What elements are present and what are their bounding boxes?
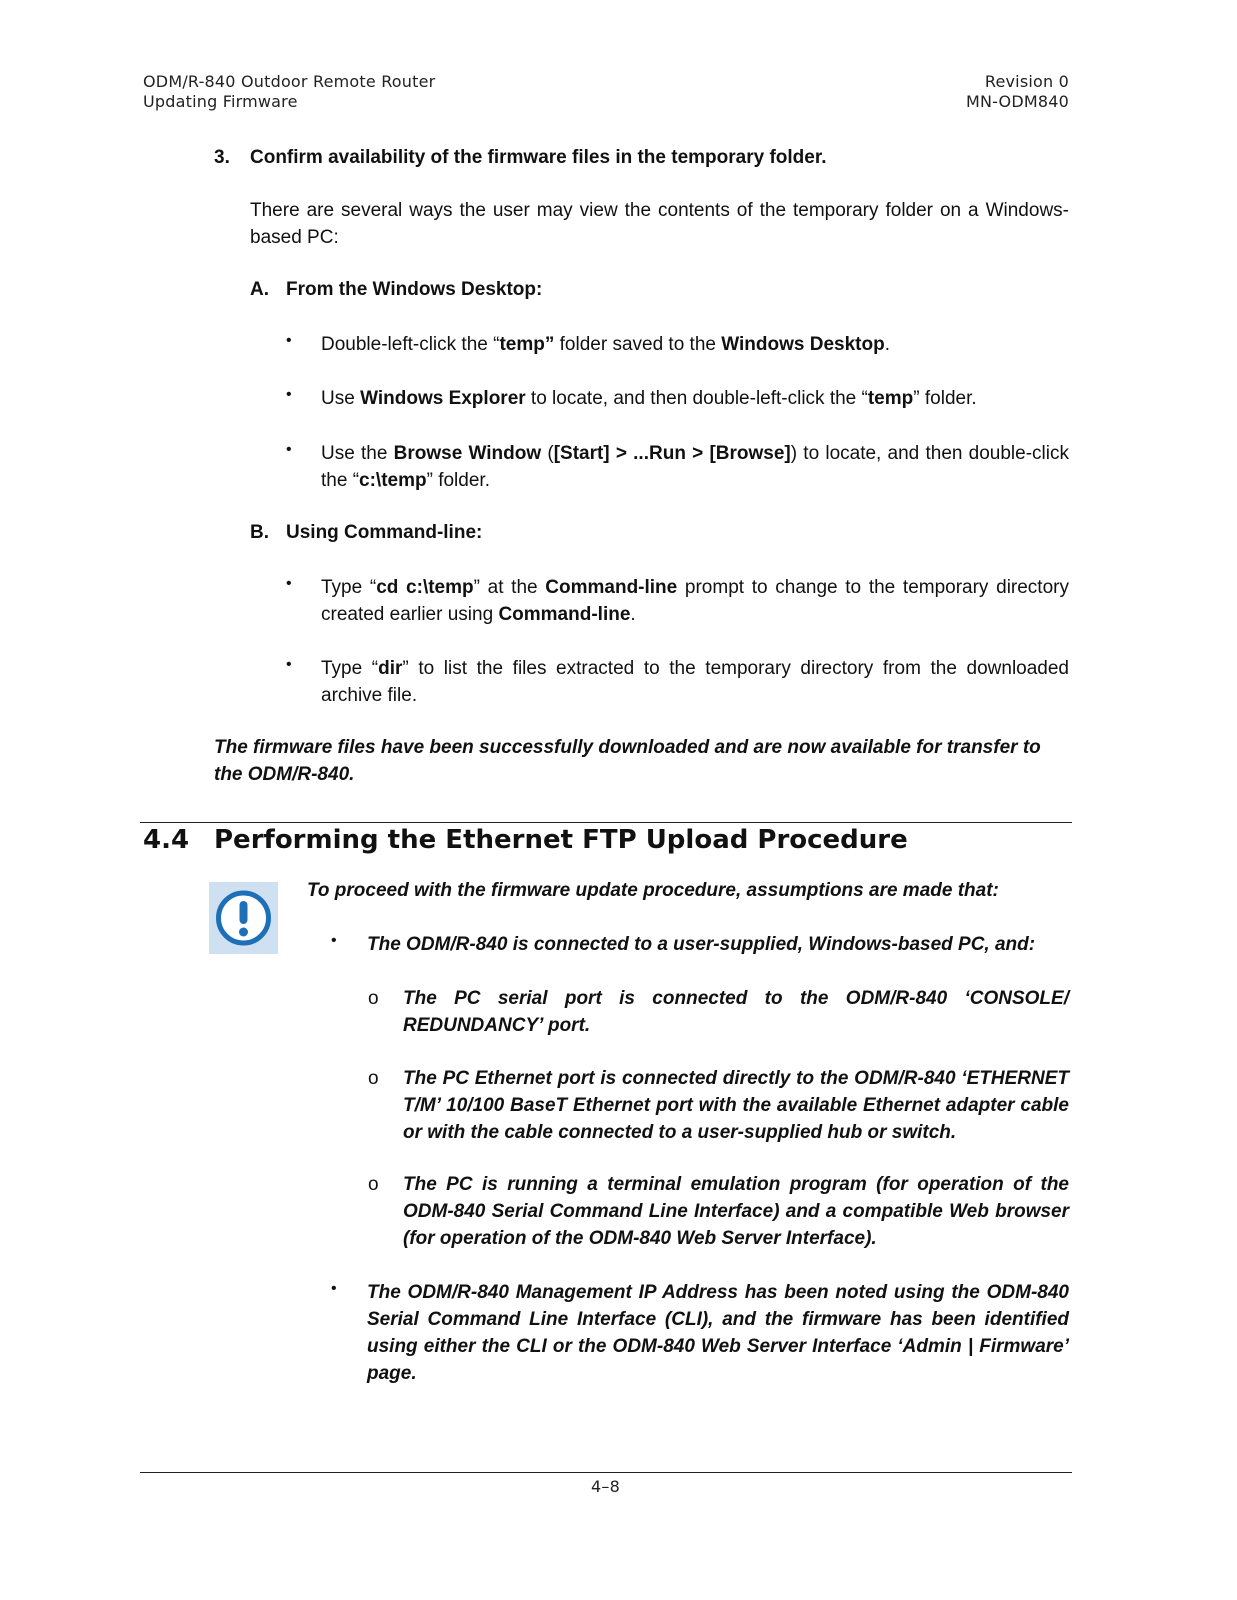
- header-chapter: Updating Firmware: [143, 92, 298, 111]
- list-item: The PC serial port is connected to the ODM/R-840 ‘CONSOLE/ REDUNDANCY’ port.: [403, 988, 1069, 1036]
- step-title: Confirm availability of the firmware files in the temporary folder.: [250, 147, 827, 168]
- bullet-icon: •: [286, 386, 292, 403]
- list-item: The ODM/R-840 Management IP Address has been noted using the ODM-840 Serial Command Line Interface (CLI), and the firmware has been identified using either the CLI or the ODM-840 Web Server Interface ‘Admin | Firmware’ page.: [367, 1282, 1069, 1384]
- list-item: Type “cd c:\temp” at the Command-line prompt to change to the temporary directory created earlier using Command-line.: [321, 577, 1069, 625]
- section-b-letter: B.: [250, 522, 269, 543]
- section-divider: [140, 822, 1072, 823]
- header-title: ODM/R-840 Outdoor Remote Router: [143, 72, 436, 91]
- bullet-icon: •: [286, 656, 292, 673]
- sub-bullet-icon: o: [368, 988, 379, 1009]
- section-number: 4.4: [143, 825, 190, 855]
- step-number: 3.: [214, 147, 230, 168]
- sub-bullet-icon: o: [368, 1068, 379, 1089]
- header-left: [143, 72, 435, 112]
- page-number: 4–8: [591, 1477, 620, 1496]
- header-doc-number: MN-ODM840: [965, 92, 1069, 111]
- exclamation-circle-icon: [209, 882, 278, 954]
- section-a-letter: A.: [250, 279, 269, 300]
- header-revision: Revision 0: [984, 72, 1069, 91]
- note-intro: To proceed with the firmware update procedure, assumptions are made that:: [307, 880, 999, 901]
- bullet-icon: •: [331, 1280, 337, 1297]
- conclusion-note: The firmware files have been successfully downloaded and are now available for transfer to the ODM/R-840.: [214, 737, 1041, 785]
- list-item: The ODM/R-840 is connected to a user-supplied, Windows-based PC, and:: [367, 934, 1036, 955]
- list-item: The PC is running a terminal emulation program (for operation of the ODM-840 Serial Command Line Interface) and a compatible Web browser (for operation of the ODM-840 Web Server Interface).: [403, 1174, 1069, 1249]
- sub-bullet-icon: o: [368, 1174, 379, 1195]
- list-item: Use the Browse Window ([Start] > ...Run > [Browse]) to locate, and then double-click the “c:\temp” folder.: [321, 443, 1069, 491]
- step-intro: There are several ways the user may view the contents of the temporary folder on a Windows-based PC:: [250, 200, 1069, 248]
- bullet-icon: •: [331, 932, 337, 949]
- list-item: Double-left-click the “temp” folder saved to the Windows Desktop.: [321, 334, 890, 355]
- footer-divider: [140, 1472, 1072, 1473]
- bullet-icon: •: [286, 441, 292, 458]
- section-title: Performing the Ethernet FTP Upload Procedure: [214, 825, 908, 855]
- bullet-icon: •: [286, 575, 292, 592]
- header-right: [966, 72, 1069, 112]
- section-b-title: Using Command-line:: [286, 522, 483, 543]
- bullet-icon: •: [286, 332, 292, 349]
- list-item: Use Windows Explorer to locate, and then double-left-click the “temp” folder.: [321, 388, 977, 409]
- section-a-title: From the Windows Desktop:: [286, 279, 543, 300]
- list-item: The PC Ethernet port is connected directly to the ODM/R-840 ‘ETHERNET T/M’ 10/100 BaseT Ethernet port with the available Ethernet adapter cable or with the cable connected to a user-supplied hub or switch.: [403, 1068, 1069, 1143]
- list-item: Type “dir” to list the files extracted to the temporary directory from the downloaded archive file.: [321, 658, 1069, 706]
